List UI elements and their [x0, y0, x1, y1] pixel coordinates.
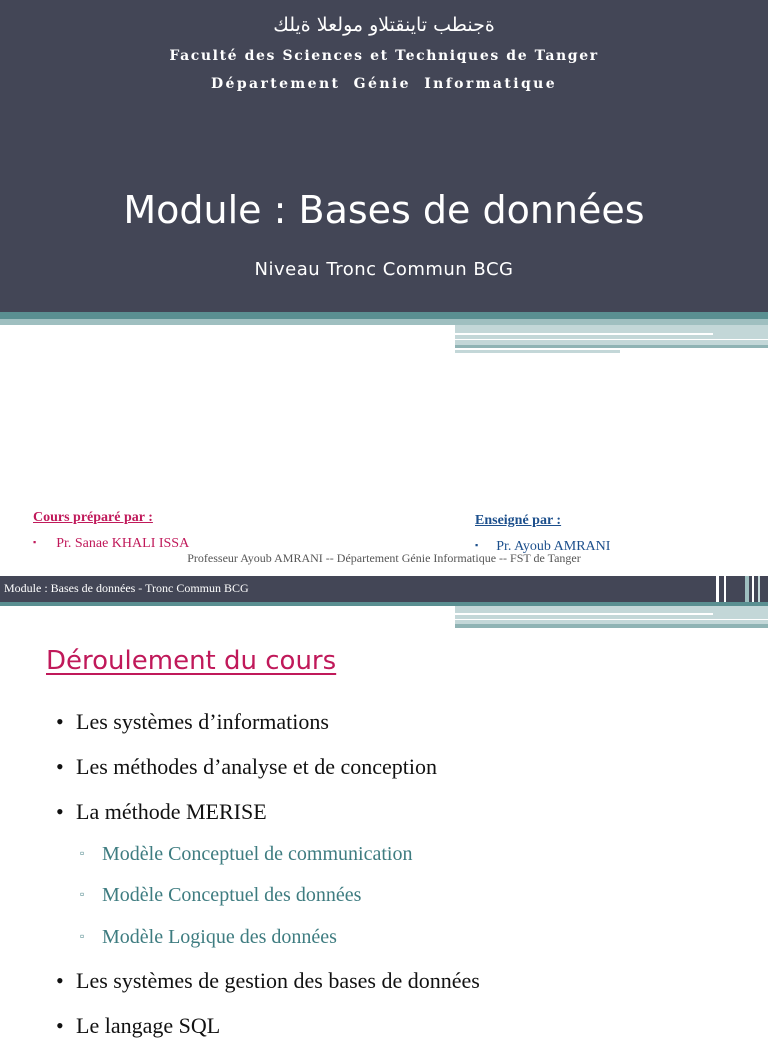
decor-stripe	[758, 576, 760, 602]
decor-stripe	[455, 333, 713, 335]
prepared-by-name: Pr. Sanae KHALI ISSA	[56, 536, 190, 551]
decor-stripe	[455, 613, 713, 615]
decor-stripe	[0, 312, 768, 319]
decor-stripe	[745, 576, 749, 602]
department-name: Département Génie Informatique	[210, 76, 558, 92]
sub-bullet-icon: ▫	[80, 846, 85, 860]
faculty-name: Faculté des Sciences et Techniques de Tanger	[169, 48, 599, 64]
decor-stripe	[455, 624, 768, 628]
sub-list-item	[80, 926, 337, 949]
faculty-arabic-name: ةجنطب تاينقتلاو مولعلا ةيلك	[273, 14, 495, 36]
bullet-icon: •	[56, 968, 64, 993]
sub-list-item	[80, 884, 361, 907]
bullet-icon: •	[56, 799, 64, 824]
list-item	[56, 799, 267, 825]
bullet-icon: ▪	[33, 537, 37, 547]
list-item-text: La méthode MERISE	[76, 799, 267, 824]
prepared-by-item	[33, 536, 189, 552]
list-item-text: Les méthodes d’analyse et de conception	[76, 754, 438, 779]
bullet-icon: •	[56, 754, 64, 779]
sub-list-item-text: Modèle Conceptuel de communication	[102, 843, 413, 865]
bullet-icon: ▪	[475, 540, 479, 550]
list-item-text: Le langage SQL	[76, 1013, 221, 1038]
taught-by-name: Pr. Ayoub AMRANI	[496, 539, 611, 554]
bullet-icon: •	[56, 1013, 64, 1038]
sub-bullet-icon: ▫	[80, 929, 85, 943]
list-item-text: Les systèmes d’informations	[76, 709, 329, 734]
decor-stripe	[455, 345, 768, 348]
sub-list-item	[80, 843, 412, 866]
decor-stripe	[752, 576, 754, 602]
decor-stripe	[455, 325, 768, 345]
prepared-by-heading: Cours préparé par :	[33, 510, 153, 525]
decor-stripe	[455, 619, 768, 620]
list-item-text: Les systèmes de gestion des bases de données	[76, 968, 480, 993]
list-item	[56, 754, 437, 780]
sub-bullet-icon: ▫	[80, 887, 85, 901]
list-item	[56, 1013, 220, 1039]
module-subtitle: Niveau Tronc Commun BCG	[254, 259, 514, 280]
taught-by-heading: Enseigné par :	[475, 513, 562, 528]
decor-stripe	[724, 576, 726, 602]
sub-list-item-text: Modèle Conceptuel des données	[102, 884, 362, 906]
decor-stripe	[455, 339, 768, 340]
list-item	[56, 968, 480, 994]
decor-stripe	[455, 350, 620, 353]
sub-list-item-text: Modèle Logique des données	[102, 926, 337, 948]
list-item	[56, 709, 329, 735]
module-title: Module : Bases de données	[123, 188, 645, 232]
decor-stripe	[716, 576, 719, 602]
course-outline-title: Déroulement du cours	[46, 646, 337, 676]
slide-header-text: Module : Bases de données - Tronc Commun BCG	[4, 581, 249, 595]
slide-footer: Professeur Ayoub AMRANI -- Département Génie Informatique -- FST de Tanger	[187, 551, 581, 565]
bullet-icon: •	[56, 709, 64, 734]
